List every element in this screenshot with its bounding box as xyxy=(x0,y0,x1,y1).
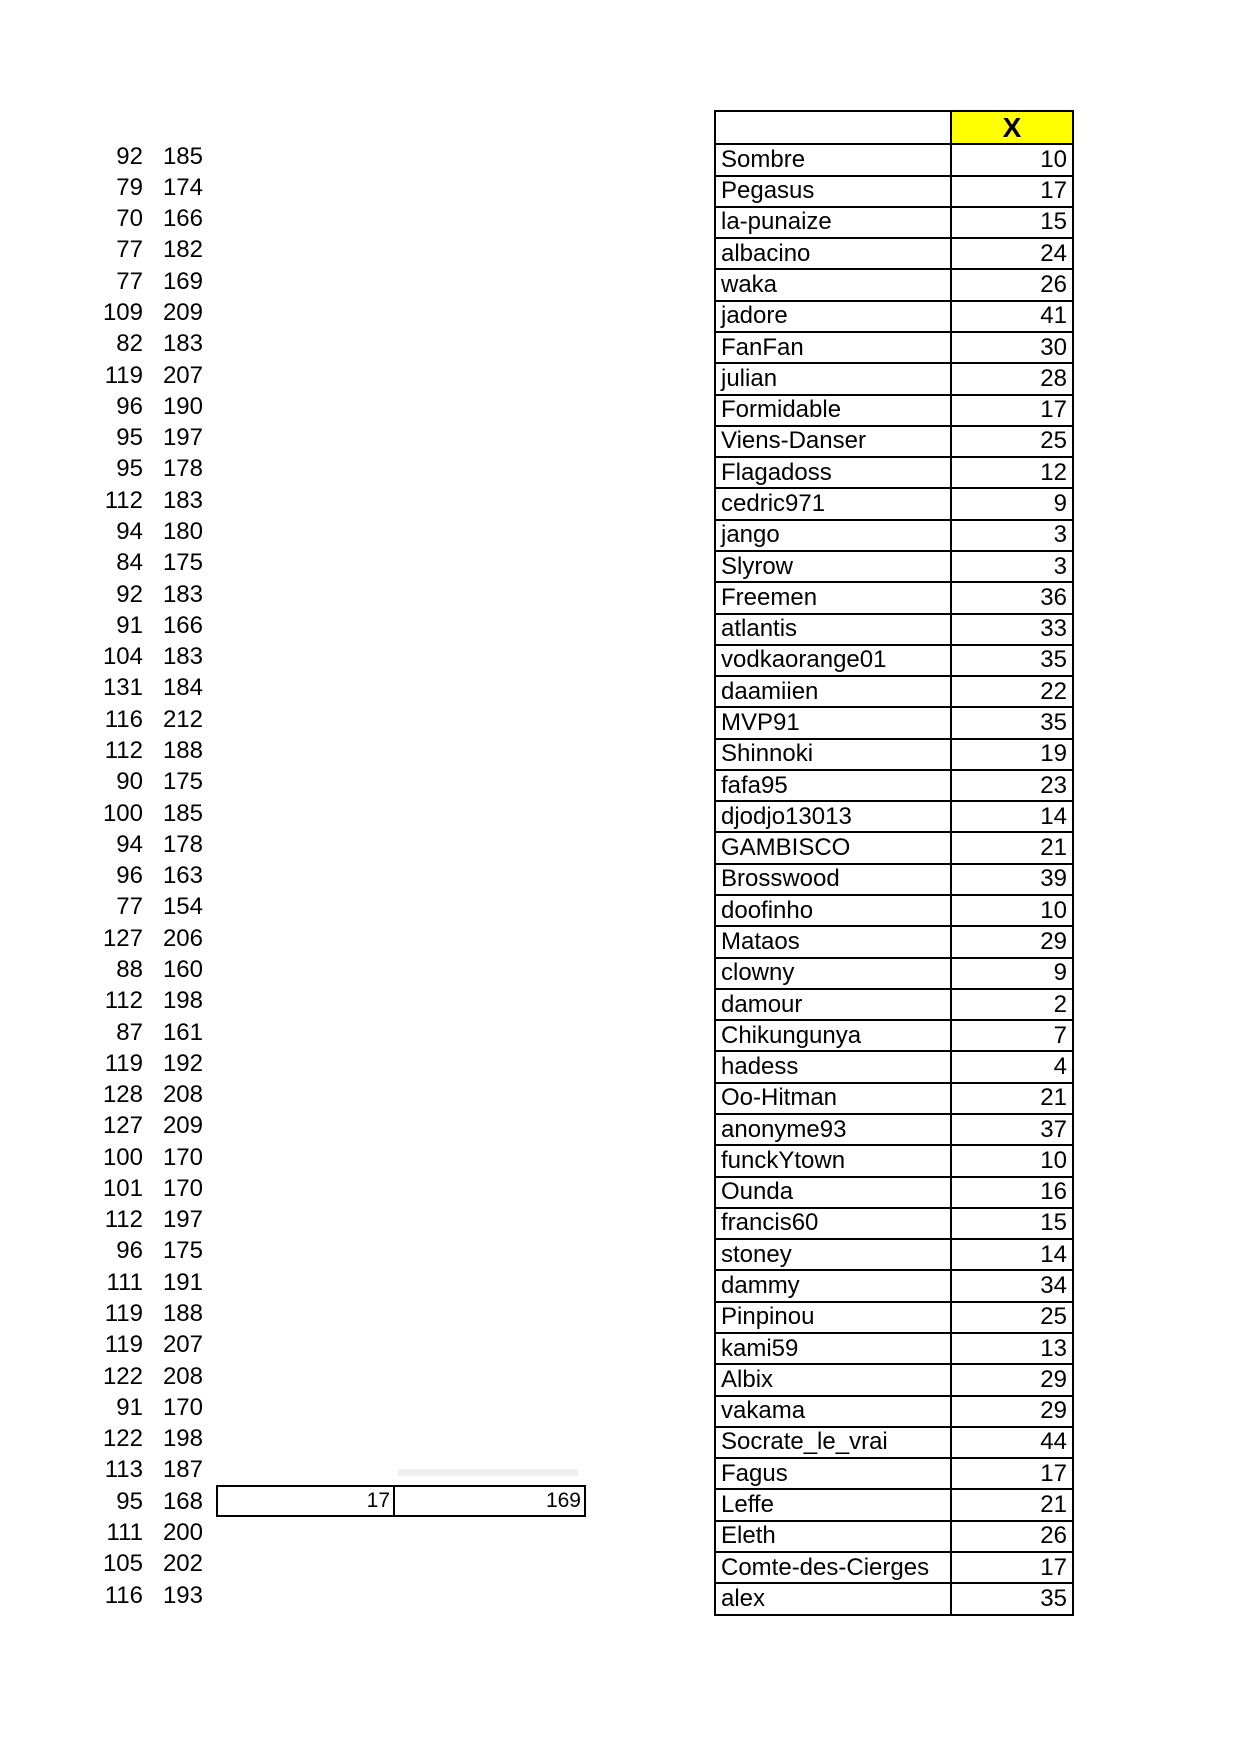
x-value-cell: 25 xyxy=(950,427,1072,456)
left-number-row xyxy=(0,1017,203,1048)
table-row xyxy=(716,613,1072,644)
left-number-row xyxy=(0,1580,203,1611)
left-number-row xyxy=(0,141,203,172)
left-col1-value: 91 xyxy=(116,1393,143,1421)
player-name-cell: FanFan xyxy=(721,333,804,361)
left-number-row xyxy=(0,1424,203,1455)
left-col1-value: 119 xyxy=(104,361,143,389)
left-number-row xyxy=(0,579,203,610)
table-row xyxy=(716,1176,1072,1207)
table-row xyxy=(716,425,1072,456)
left-col1-value: 92 xyxy=(116,142,143,170)
left-number-row xyxy=(0,1267,203,1298)
table-row xyxy=(716,1551,1072,1582)
x-value-cell: 14 xyxy=(950,802,1072,831)
player-name-cell: Ounda xyxy=(721,1178,794,1206)
left-col2-value: 208 xyxy=(162,1081,203,1109)
table-row xyxy=(716,988,1072,1019)
x-value-cell: 17 xyxy=(950,1553,1072,1582)
x-value-cell: 16 xyxy=(950,1178,1072,1207)
table-row xyxy=(716,581,1072,612)
left-col2-value: 170 xyxy=(162,1393,203,1421)
left-col2-value: 188 xyxy=(162,736,203,764)
left-col2-value: 170 xyxy=(162,1143,203,1171)
table-row xyxy=(716,487,1072,518)
left-col2-value: 207 xyxy=(162,361,203,389)
table-row xyxy=(716,362,1072,393)
left-col2-value: 209 xyxy=(162,299,203,327)
left-number-row xyxy=(0,1361,203,1392)
table-row xyxy=(716,394,1072,425)
player-name-cell: Brosswood xyxy=(721,865,840,893)
left-col1-value: 109 xyxy=(102,299,143,327)
left-col2-value: 163 xyxy=(162,862,203,890)
left-col2-value: 169 xyxy=(162,267,203,295)
table-row xyxy=(716,519,1072,550)
left-number-row xyxy=(0,1236,203,1267)
left-col2-value: 184 xyxy=(162,674,203,702)
player-name-cell: jadore xyxy=(721,302,788,330)
table-row xyxy=(716,706,1072,737)
left-number-row xyxy=(0,391,203,422)
x-value-cell: 7 xyxy=(950,1021,1072,1050)
player-name-cell: alex xyxy=(721,1584,766,1612)
left-col2-value: 175 xyxy=(162,768,203,796)
left-col1-value: 122 xyxy=(102,1425,143,1453)
left-col1-value: 112 xyxy=(104,987,143,1015)
left-col1-value: 112 xyxy=(104,736,143,764)
left-col2-value: 197 xyxy=(162,424,203,452)
left-col1-value: 95 xyxy=(116,424,143,452)
table-row xyxy=(716,268,1072,299)
left-col1-value: 77 xyxy=(116,893,143,921)
left-col2-value: 183 xyxy=(162,643,203,671)
left-number-row xyxy=(0,892,203,923)
left-col1-value: 70 xyxy=(116,205,143,233)
table-row xyxy=(716,644,1072,675)
player-name-cell: Slyrow xyxy=(721,552,794,580)
left-col2-value: 175 xyxy=(162,549,203,577)
player-name-cell: francis60 xyxy=(721,1209,819,1237)
x-value-cell: 21 xyxy=(950,1490,1072,1519)
left-number-row xyxy=(0,1455,203,1486)
left-col2-value: 183 xyxy=(162,486,203,514)
player-name-cell: Socrate_le_vrai xyxy=(721,1428,888,1456)
left-number-row xyxy=(0,454,203,485)
left-col2-value: 174 xyxy=(162,173,203,201)
table-row xyxy=(716,1238,1072,1269)
left-col2-value: 175 xyxy=(162,1237,203,1265)
table-row xyxy=(716,1050,1072,1081)
table-row xyxy=(716,1269,1072,1300)
left-number-row xyxy=(0,423,203,454)
x-value-cell: 44 xyxy=(950,1428,1072,1457)
x-value-cell: 37 xyxy=(950,1115,1072,1144)
left-number-row xyxy=(0,986,203,1017)
table-row xyxy=(716,1457,1072,1488)
x-value-cell: 26 xyxy=(950,270,1072,299)
x-value-cell: 23 xyxy=(950,771,1072,800)
left-col1-value: 96 xyxy=(116,392,143,420)
left-number-row xyxy=(0,266,203,297)
x-value-cell: 17 xyxy=(950,177,1072,206)
table-header-row xyxy=(716,112,1072,143)
left-col2-value: 166 xyxy=(162,205,203,233)
player-name-cell: stoney xyxy=(721,1240,792,1268)
left-number-row xyxy=(0,1486,203,1517)
left-number-row xyxy=(0,172,203,203)
player-name-cell: Shinnoki xyxy=(721,740,814,768)
summary-box xyxy=(216,1485,586,1517)
x-value-cell: 14 xyxy=(950,1240,1072,1269)
x-value-cell: 33 xyxy=(950,615,1072,644)
player-name-cell: Eleth xyxy=(721,1522,776,1550)
table-row xyxy=(716,1207,1072,1238)
left-number-row xyxy=(0,204,203,235)
player-name-cell: daamiien xyxy=(721,677,819,705)
left-col2-value: 187 xyxy=(162,1456,203,1484)
player-name-cell: djodjo13013 xyxy=(721,802,852,830)
x-value-cell: 41 xyxy=(950,302,1072,331)
left-number-row xyxy=(0,485,203,516)
table-row xyxy=(716,1395,1072,1426)
table-row xyxy=(716,300,1072,331)
left-col1-value: 131 xyxy=(102,674,143,702)
player-name-cell: vodkaorange01 xyxy=(721,646,887,674)
table-row xyxy=(716,175,1072,206)
player-name-cell: jango xyxy=(721,521,780,549)
table-row xyxy=(716,1019,1072,1050)
left-col1-value: 96 xyxy=(116,1237,143,1265)
left-number-row xyxy=(0,610,203,641)
table-row xyxy=(716,769,1072,800)
left-col1-value: 77 xyxy=(116,267,143,295)
left-col1-value: 116 xyxy=(104,1581,143,1609)
left-number-row xyxy=(0,767,203,798)
table-row xyxy=(716,738,1072,769)
x-value-cell: 4 xyxy=(950,1052,1072,1081)
x-value-cell: 10 xyxy=(950,1146,1072,1175)
player-name-cell: vakama xyxy=(721,1397,806,1425)
left-col1-value: 100 xyxy=(102,1143,143,1171)
summary-cell-2: 169 xyxy=(545,1489,581,1512)
player-name-cell: doofinho xyxy=(721,896,814,924)
x-value-cell: 21 xyxy=(950,1084,1072,1113)
left-number-row xyxy=(0,829,203,860)
left-col2-value: 183 xyxy=(162,330,203,358)
table-row xyxy=(716,1363,1072,1394)
left-col1-value: 84 xyxy=(116,549,143,577)
player-name-cell: Flagadoss xyxy=(721,458,832,486)
left-number-row xyxy=(0,1517,203,1548)
left-col1-value: 116 xyxy=(104,705,143,733)
x-value-cell: 35 xyxy=(950,708,1072,737)
left-col1-value: 127 xyxy=(102,924,143,952)
left-col2-value: 182 xyxy=(162,236,203,264)
player-name-cell: Albix xyxy=(721,1365,774,1393)
left-col1-value: 113 xyxy=(104,1456,143,1484)
left-number-row xyxy=(0,1205,203,1236)
left-col2-value: 198 xyxy=(162,1425,203,1453)
x-value-cell: 35 xyxy=(950,646,1072,675)
x-value-cell: 17 xyxy=(950,1459,1072,1488)
table-row xyxy=(716,1144,1072,1175)
table-row xyxy=(716,831,1072,862)
table-row xyxy=(716,800,1072,831)
x-value-cell: 13 xyxy=(950,1334,1072,1363)
table-row xyxy=(716,894,1072,925)
left-number-row xyxy=(0,329,203,360)
left-number-row xyxy=(0,548,203,579)
left-number-row xyxy=(0,1392,203,1423)
table-body xyxy=(716,143,1072,1613)
left-col2-value: 160 xyxy=(162,955,203,983)
table-row xyxy=(716,863,1072,894)
left-col1-value: 128 xyxy=(102,1081,143,1109)
table-row xyxy=(716,1426,1072,1457)
left-col1-value: 101 xyxy=(102,1174,143,1202)
table-row xyxy=(716,1301,1072,1332)
x-value-cell: 36 xyxy=(950,583,1072,612)
player-name-cell: Viens-Danser xyxy=(721,427,866,455)
left-number-row xyxy=(0,297,203,328)
left-col2-value: 209 xyxy=(162,1112,203,1140)
left-col1-value: 91 xyxy=(116,611,143,639)
x-value-cell: 2 xyxy=(950,990,1072,1019)
x-value-cell: 22 xyxy=(950,677,1072,706)
table-row xyxy=(716,1582,1072,1613)
left-col2-value: 197 xyxy=(162,1206,203,1234)
player-name-cell: Comte-des-Cierges xyxy=(721,1553,930,1581)
x-value-cell: 15 xyxy=(950,1209,1072,1238)
left-number-row xyxy=(0,1111,203,1142)
player-name-cell: Chikungunya xyxy=(721,1021,862,1049)
header-x-cell: X xyxy=(950,112,1072,143)
left-number-row xyxy=(0,954,203,985)
table-row xyxy=(716,550,1072,581)
x-value-cell: 26 xyxy=(950,1522,1072,1551)
x-value-cell: 9 xyxy=(950,489,1072,518)
table-row xyxy=(716,456,1072,487)
x-value-cell: 28 xyxy=(950,364,1072,393)
x-value-cell: 34 xyxy=(950,1271,1072,1300)
left-number-row xyxy=(0,642,203,673)
table-row xyxy=(716,1332,1072,1363)
left-number-row xyxy=(0,1079,203,1110)
table-row xyxy=(716,331,1072,362)
player-name-cell: waka xyxy=(721,271,778,299)
left-col1-value: 119 xyxy=(104,1049,143,1077)
x-value-cell: 29 xyxy=(950,1397,1072,1426)
player-name-cell: Mataos xyxy=(721,927,800,955)
x-value-cell: 3 xyxy=(950,521,1072,550)
player-name-cell: Freemen xyxy=(721,583,818,611)
left-col1-value: 100 xyxy=(102,799,143,827)
left-col2-value: 212 xyxy=(162,705,203,733)
left-col2-value: 154 xyxy=(162,893,203,921)
player-name-cell: dammy xyxy=(721,1272,800,1300)
left-col2-value: 193 xyxy=(162,1581,203,1609)
left-col1-value: 119 xyxy=(104,1300,143,1328)
left-number-row xyxy=(0,798,203,829)
left-number-row xyxy=(0,860,203,891)
player-name-cell: atlantis xyxy=(721,615,798,643)
left-number-row xyxy=(0,1330,203,1361)
x-value-cell: 39 xyxy=(950,865,1072,894)
left-col1-value: 87 xyxy=(116,1018,143,1046)
x-value-cell: 30 xyxy=(950,333,1072,362)
left-number-row xyxy=(0,673,203,704)
x-value-cell: 21 xyxy=(950,833,1072,862)
left-col2-value: 198 xyxy=(162,987,203,1015)
left-col1-value: 96 xyxy=(116,862,143,890)
x-value-cell: 15 xyxy=(950,208,1072,237)
left-col2-value: 178 xyxy=(162,455,203,483)
left-number-row xyxy=(0,923,203,954)
left-col1-value: 112 xyxy=(104,486,143,514)
x-value-cell: 35 xyxy=(950,1584,1072,1613)
left-col1-value: 111 xyxy=(106,1519,143,1547)
left-col2-value: 200 xyxy=(162,1519,203,1547)
player-name-cell: Formidable xyxy=(721,396,842,424)
left-col1-value: 92 xyxy=(116,580,143,608)
table-row xyxy=(716,1082,1072,1113)
player-name-cell: Pegasus xyxy=(721,177,815,205)
left-number-row xyxy=(0,235,203,266)
x-value-cell: 29 xyxy=(950,1365,1072,1394)
left-number-row xyxy=(0,1173,203,1204)
left-col2-value: 183 xyxy=(162,580,203,608)
left-col2-value: 178 xyxy=(162,830,203,858)
player-name-cell: Pinpinou xyxy=(721,1303,815,1331)
player-name-cell: clowny xyxy=(721,959,795,987)
left-col2-value: 166 xyxy=(162,611,203,639)
x-value-cell: 3 xyxy=(950,552,1072,581)
left-col2-value: 202 xyxy=(162,1550,203,1578)
left-col2-value: 206 xyxy=(162,924,203,952)
player-name-cell: anonyme93 xyxy=(721,1115,847,1143)
left-col1-value: 94 xyxy=(116,518,143,546)
table-row xyxy=(716,1520,1072,1551)
table-row xyxy=(716,237,1072,268)
player-name-cell: kami59 xyxy=(721,1334,799,1362)
left-col2-value: 192 xyxy=(162,1049,203,1077)
left-number-row xyxy=(0,1549,203,1580)
x-value-cell: 17 xyxy=(950,396,1072,425)
left-col2-value: 190 xyxy=(162,392,203,420)
table-row xyxy=(716,957,1072,988)
left-col1-value: 122 xyxy=(102,1362,143,1390)
player-name-cell: albacino xyxy=(721,239,811,267)
player-name-cell: Oo-Hitman xyxy=(721,1084,838,1112)
left-number-row xyxy=(0,1142,203,1173)
left-number-row xyxy=(0,1298,203,1329)
x-value-cell: 25 xyxy=(950,1303,1072,1332)
x-value-cell: 29 xyxy=(950,927,1072,956)
left-col1-value: 127 xyxy=(102,1112,143,1140)
left-col1-value: 90 xyxy=(116,768,143,796)
player-name-cell: damour xyxy=(721,990,803,1018)
left-col1-value: 95 xyxy=(116,455,143,483)
table-row xyxy=(716,925,1072,956)
left-col2-value: 180 xyxy=(162,518,203,546)
player-name-cell: cedric971 xyxy=(721,490,826,518)
left-col2-value: 185 xyxy=(162,799,203,827)
left-col2-value: 207 xyxy=(162,1331,203,1359)
x-value-cell: 24 xyxy=(950,239,1072,268)
header-name-cell xyxy=(716,112,950,143)
player-name-cell: la-punaize xyxy=(721,208,832,236)
left-number-row xyxy=(0,360,203,391)
left-col1-value: 77 xyxy=(116,236,143,264)
x-value-cell: 19 xyxy=(950,740,1072,769)
left-col1-value: 119 xyxy=(104,1331,143,1359)
table-row xyxy=(716,206,1072,237)
left-number-columns xyxy=(0,141,203,1611)
left-number-row xyxy=(0,704,203,735)
x-value-cell: 10 xyxy=(950,896,1072,925)
faint-artifact-band xyxy=(398,1469,578,1476)
left-col1-value: 104 xyxy=(102,643,143,671)
left-col2-value: 208 xyxy=(162,1362,203,1390)
player-name-cell: fafa95 xyxy=(721,771,788,799)
left-col2-value: 188 xyxy=(162,1300,203,1328)
left-col1-value: 95 xyxy=(116,1487,143,1515)
player-name-cell: Leffe xyxy=(721,1491,774,1519)
left-number-row xyxy=(0,735,203,766)
player-name-cell: julian xyxy=(721,364,778,392)
left-col1-value: 105 xyxy=(102,1550,143,1578)
left-col1-value: 111 xyxy=(106,1268,143,1296)
player-name-cell: MVP91 xyxy=(721,708,800,736)
left-col2-value: 161 xyxy=(162,1018,203,1046)
table-row xyxy=(716,675,1072,706)
player-name-cell: GAMBISCO xyxy=(721,834,851,862)
left-col2-value: 191 xyxy=(162,1268,203,1296)
left-col1-value: 88 xyxy=(116,955,143,983)
table-row xyxy=(716,1113,1072,1144)
x-value-cell: 10 xyxy=(950,145,1072,174)
left-col2-value: 170 xyxy=(162,1174,203,1202)
summary-cell-1: 17 xyxy=(218,1487,395,1515)
player-name-cell: Fagus xyxy=(721,1459,788,1487)
table-row xyxy=(716,143,1072,174)
left-col2-value: 185 xyxy=(162,142,203,170)
x-value-cell: 9 xyxy=(950,959,1072,988)
player-name-cell: Sombre xyxy=(721,145,806,173)
left-col1-value: 94 xyxy=(116,830,143,858)
table-row xyxy=(716,1488,1072,1519)
left-number-row xyxy=(0,1048,203,1079)
x-value-cell: 12 xyxy=(950,458,1072,487)
left-col1-value: 112 xyxy=(104,1206,143,1234)
player-name-cell: funckYtown xyxy=(721,1146,846,1174)
left-number-row xyxy=(0,516,203,547)
player-name-cell: hadess xyxy=(721,1053,799,1081)
left-col1-value: 82 xyxy=(116,330,143,358)
left-col2-value: 168 xyxy=(162,1487,203,1515)
left-col1-value: 79 xyxy=(116,173,143,201)
score-table xyxy=(714,110,1074,1616)
